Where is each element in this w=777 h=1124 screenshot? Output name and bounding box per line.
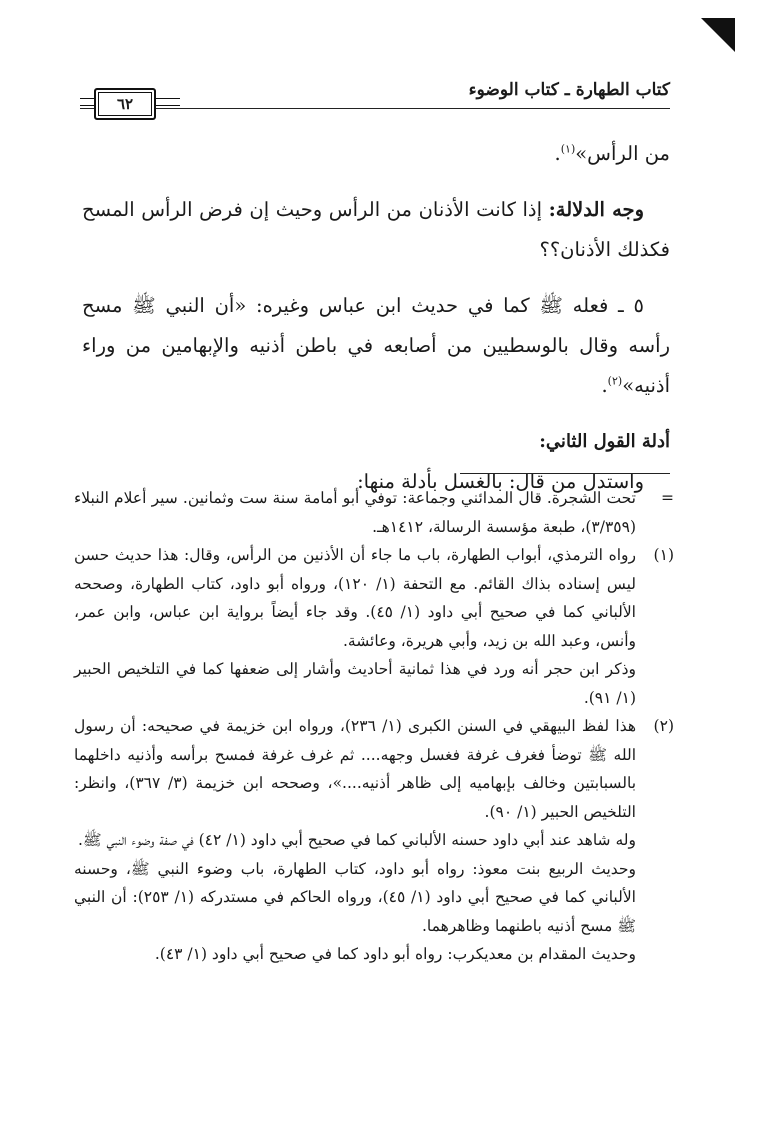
footnotes — [74, 484, 674, 969]
page-number-box — [80, 90, 180, 114]
footnote-2: (٢) هذا لفظ البيهقي في السنن الكبرى (١/ ٢٣٦)، ورواه ابن خزيمة في صحيحه: أن رسول الله ﷺ توضأ فغرف غرفة فغسل وجهه.... ثم غرف غرفة فمسح برأسه وأذنيه داخلهما بالسبابتين وخالف بإبهاميه إلى ظاهر أذنيه....»، وصححه ابن خزيمة (٣/ ٣٦٧)، وانظر: التلخيص الحبير (١/ ٩٠). — [74, 717, 674, 821]
paragraph: واستدل من قال: بالغسل بأدلة منها: — [357, 470, 644, 493]
text-line: من الرأس»$^{(١)}$. — [554, 142, 670, 165]
running-header — [80, 80, 670, 120]
section-heading: أدلة القول الثاني: — [539, 431, 670, 452]
footnote-2-paragraph: وحديث الربيع بنت معوذ: رواه أبو داود، كتاب الطهارة، باب وضوء النبي ﷺ، وحسنه الألباني كما في صحيح أبي داود (١/ ٤٥)، ورواه الحاكم في مستدركه (١/ ٢٥٣): أن النبي ﷺ مسح أذنيه باطنهما وظاهرهما. — [74, 859, 636, 935]
footnote-1-paragraph: وذكر ابن حجر أنه ورد في هذا ثمانية أحاديث وأشار إلى ضعفها كما في التلخيص الحبير (١/ ٩١). — [74, 660, 636, 707]
corner-triangle-mark — [701, 18, 735, 52]
main-text — [82, 134, 670, 502]
header-title: كتاب الطهارة ـ كتاب الوضوء — [468, 80, 670, 100]
page-number: ٦٢ — [94, 88, 156, 120]
paragraph-label: وجه الدلالة: — [548, 198, 644, 221]
footnote-ref: (١) — [560, 142, 576, 156]
footnote-1: (١) رواه الترمذي، أبواب الطهارة، باب ما جاء أن الأذنين من الرأس، وقال: هذا حديث حسن ليس إسناده بذاك القائم. مع التحفة (١/ ١٢٠)، ورواه أبو داود، كتاب الطهارة، وصححه الألباني كما في صحيح أبي داود (١/ ٤٥). وقد جاء أيضاً برواية ابن عباس، وابن عمر، وأنس، وعبد الله بن زيد، وأبي هريرة، وعائشة. — [74, 546, 674, 650]
footnote-2-paragraph: وحديث المقدام بن معديكرب: رواه أبو داود كما في صحيح أبي داود (١/ ٤٣). — [154, 945, 636, 963]
paragraph: ٥ ـ فعله ﷺ كما في حديث ابن عباس وغيره: «أن النبي ﷺ مسح رأسه وقال بالوسطيين من أصابعه في باطن أذنيه والإبهامين من وراء أذنيه»$^{(٢)}$. — [82, 294, 670, 397]
footnote-ref: (٢) — [607, 374, 623, 388]
footnote-continuation: = تحت الشجرة. قال المدائني وجماعة: توفي أبو أمامة سنة ست وثمانين. سير أعلام النبلاء (٣/٣٥٩)، طبعة مؤسسة الرسالة، ١٤١٢هـ. — [74, 489, 674, 536]
footnote-2-paragraph: وله شاهد عند أبي داود حسنه الألباني كما في صحيح أبي داود (١/ ٤٢) في صفة وضوء النبي ﷺ. — [77, 831, 636, 849]
paragraph: وجه الدلالة: إذا كانت الأذنان من الرأس وحيث إن فرض الرأس المسح فكذلك الأذنان؟؟ — [82, 198, 670, 261]
footnote-divider — [460, 473, 670, 474]
